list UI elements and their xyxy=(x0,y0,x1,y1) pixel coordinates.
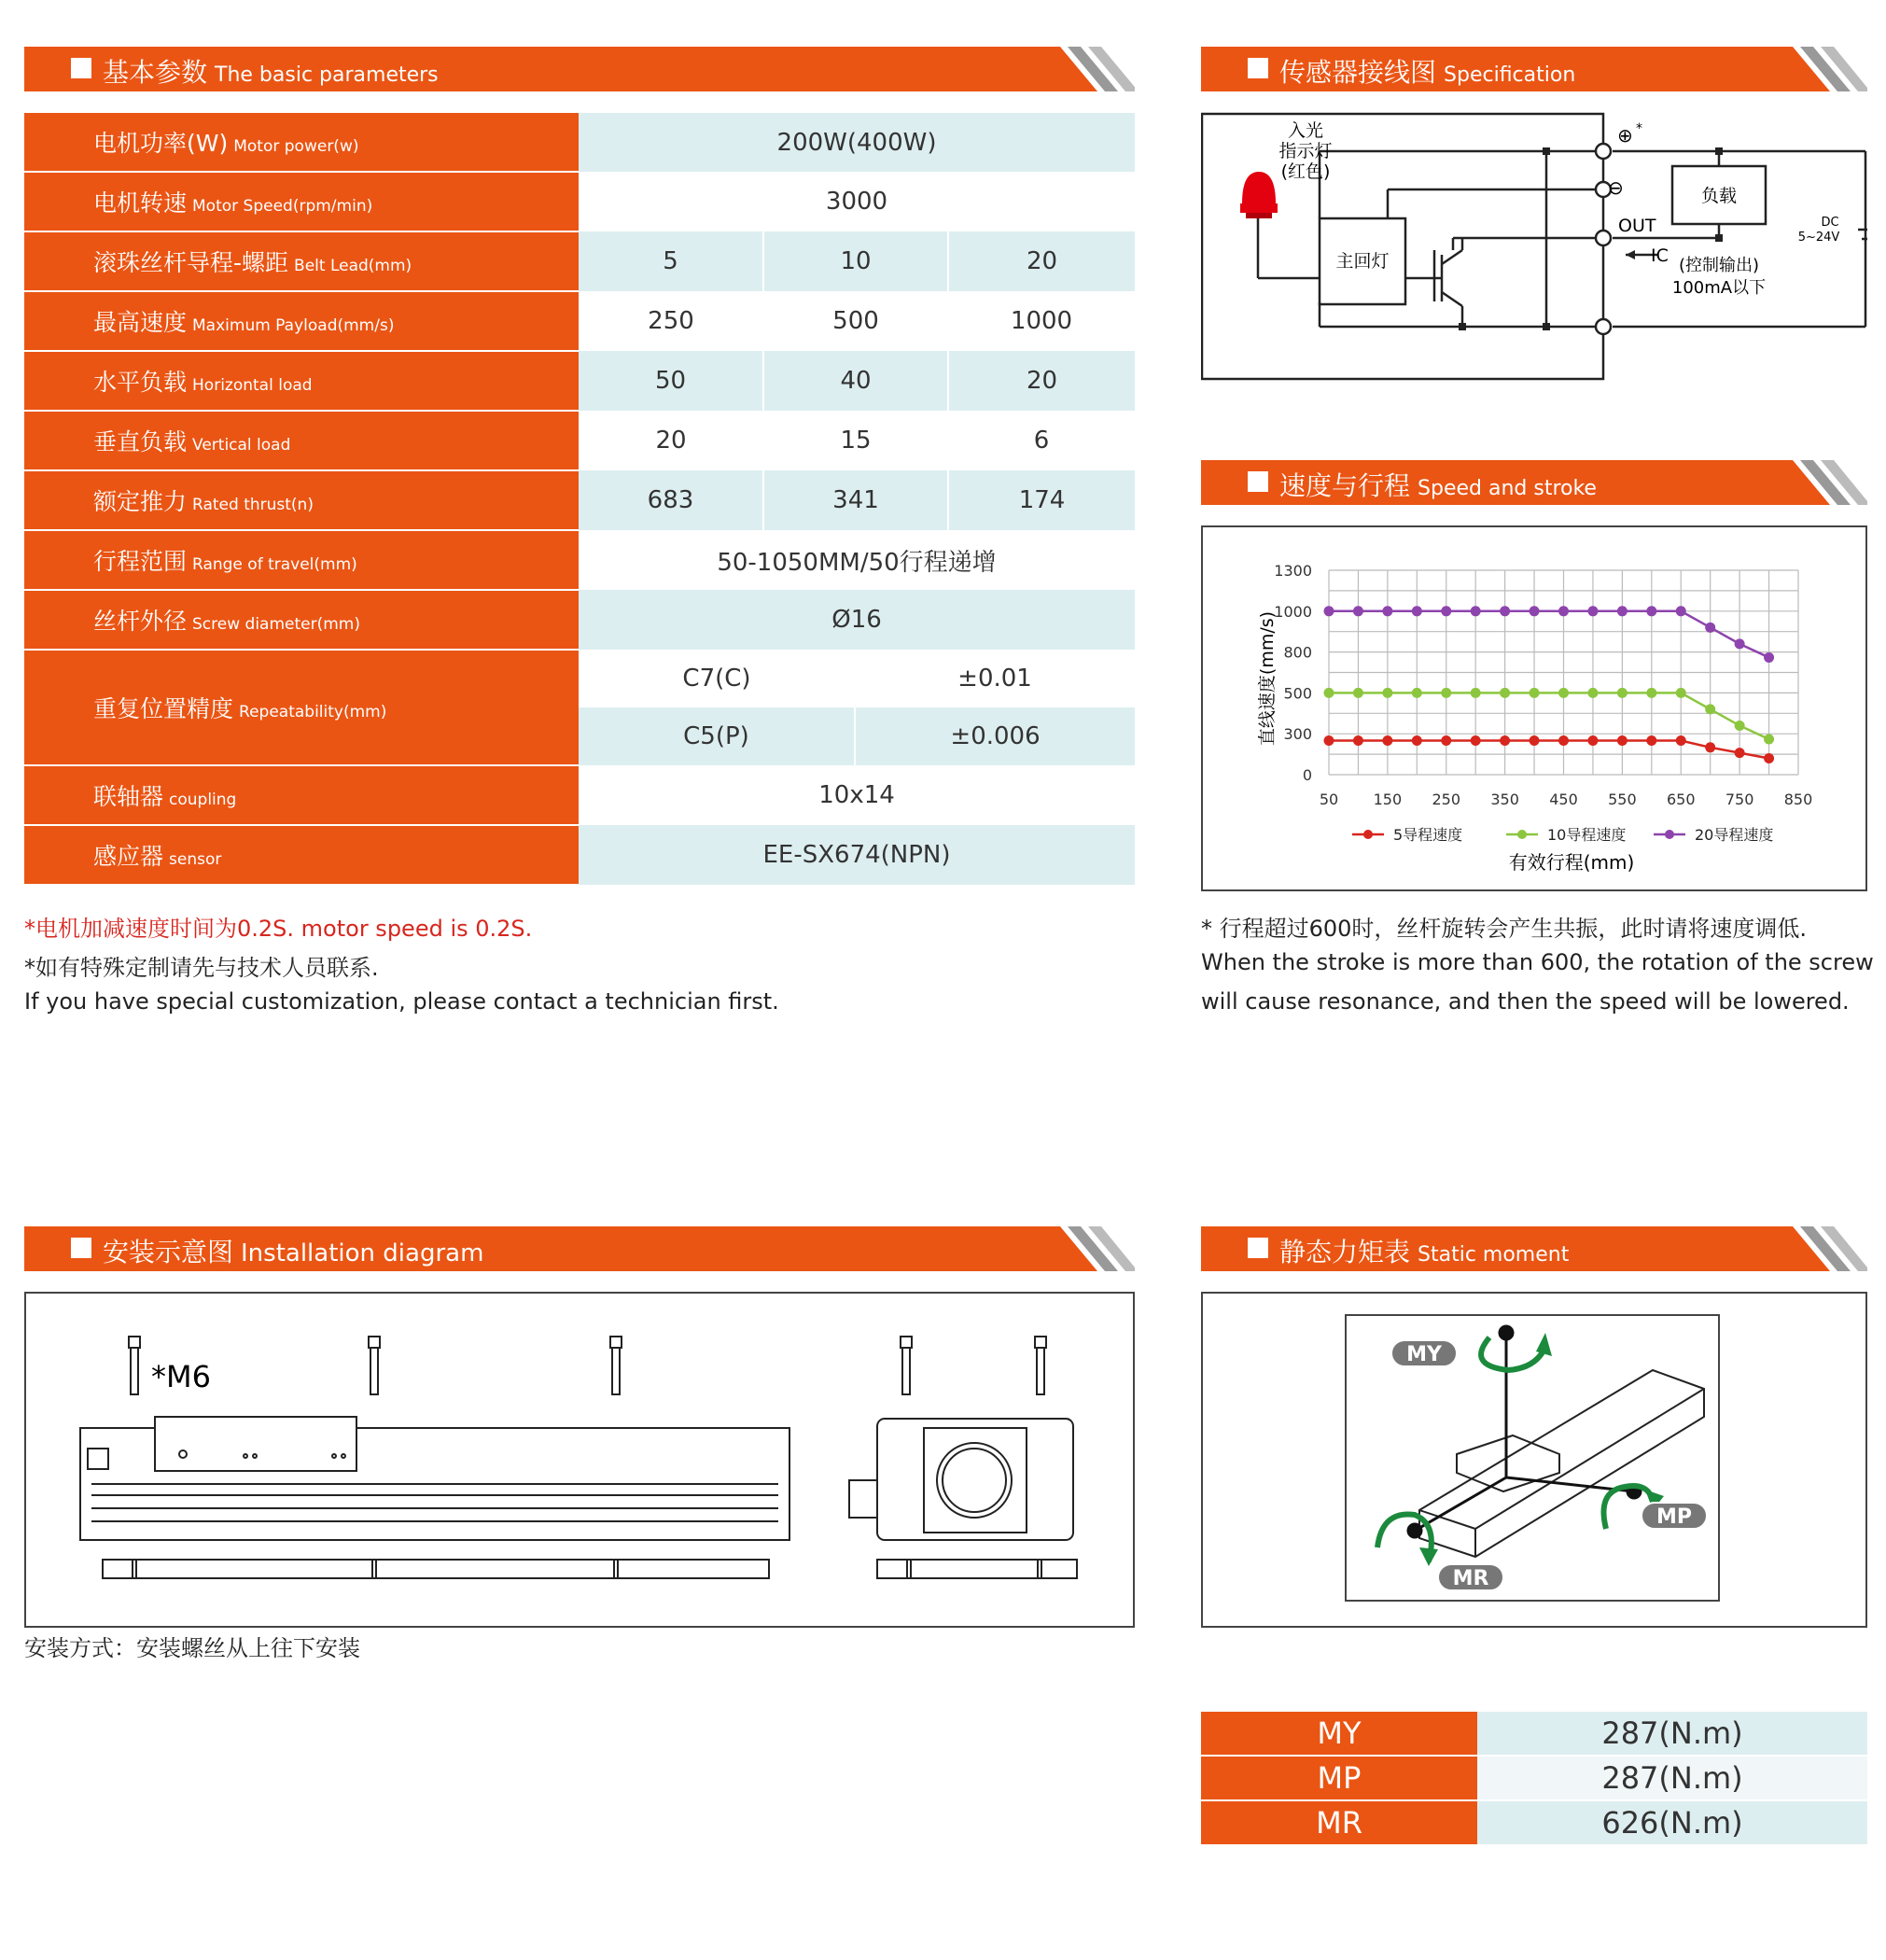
series-line xyxy=(1329,741,1769,759)
header-speed xyxy=(1201,460,1867,505)
note-resonance-cn: * 行程超过600时，丝杆旋转会产生共振，此时请将速度调低. xyxy=(1201,916,1808,942)
moment-row xyxy=(1201,1800,1867,1845)
data-point xyxy=(1471,688,1481,698)
moment-diagram xyxy=(1345,1314,1722,1603)
terminal-minus xyxy=(1596,319,1611,334)
svg-text:MP: MP xyxy=(1655,1505,1693,1529)
data-point xyxy=(1530,606,1540,616)
param-value: 6 xyxy=(1033,427,1050,455)
data-point xyxy=(1617,606,1628,616)
param-row xyxy=(24,470,1135,530)
param-row xyxy=(24,231,1135,291)
speed-chart xyxy=(1203,527,1865,889)
header-install xyxy=(24,1226,1135,1271)
header-square-icon xyxy=(71,58,91,78)
param-label: 重复位置精度 Repeatability(mm) xyxy=(24,650,579,765)
install-note: 安装方式：安装螺丝从上往下安装 xyxy=(24,1635,360,1661)
header-square-icon xyxy=(1248,58,1268,78)
data-point xyxy=(1676,606,1686,616)
y-tick-label: 1000 xyxy=(1274,602,1312,621)
ic-label: IC xyxy=(1651,245,1669,266)
param-value: 341 xyxy=(763,470,948,530)
x-axis-ticks xyxy=(1320,791,1812,808)
data-point xyxy=(1705,704,1715,714)
param-value: C5(P) xyxy=(579,707,855,765)
param-value: 683 xyxy=(579,470,763,530)
y-tick-label: 300 xyxy=(1283,725,1312,744)
moment-value: 626(N.m) xyxy=(1477,1800,1867,1845)
param-label: 额定推力 Rated thrust(n) xyxy=(24,470,579,530)
param-row xyxy=(24,351,1135,411)
x-tick-label: 750 xyxy=(1725,791,1754,808)
main-circuit-label: 主回灯 xyxy=(1335,251,1390,272)
data-point xyxy=(1558,735,1569,746)
data-point xyxy=(1500,735,1510,746)
note-resonance-en-1: When the stroke is more than 600, the rotation of the screw xyxy=(1201,949,1874,975)
moment-table xyxy=(1201,1712,1867,1846)
label-mr xyxy=(1438,1564,1503,1590)
data-point xyxy=(1324,735,1334,746)
moment-key: MR xyxy=(1201,1800,1477,1845)
header-square-icon xyxy=(1248,1238,1268,1258)
param-value: 20 xyxy=(948,231,1135,291)
bolt-icon xyxy=(901,1337,912,1394)
bolt-icon xyxy=(610,1337,622,1394)
indicator-label-3: (红色) xyxy=(1280,161,1331,182)
data-point xyxy=(1705,742,1715,752)
note-accel: *电机加减速度时间为0.2S. motor speed is 0.2S. xyxy=(24,916,533,942)
param-row xyxy=(24,172,1135,231)
data-point xyxy=(1353,688,1363,698)
data-point xyxy=(1441,606,1451,616)
data-point xyxy=(1353,735,1363,746)
param-value: 40 xyxy=(763,351,948,411)
svg-text:20导程速度: 20导程速度 xyxy=(1695,826,1774,844)
moment-row xyxy=(1201,1756,1867,1800)
header-basic xyxy=(24,47,1135,91)
legend-item xyxy=(1352,826,1462,844)
moment-value: 287(N.m) xyxy=(1477,1712,1867,1756)
param-value: 250 xyxy=(648,307,694,335)
data-point xyxy=(1382,688,1392,698)
x-tick-label: 350 xyxy=(1490,791,1519,808)
param-label: 最高速度 Maximum Payload(mm/s) xyxy=(24,291,579,351)
param-row xyxy=(24,530,1135,590)
x-tick-label: 650 xyxy=(1666,791,1696,808)
param-value: ±0.006 xyxy=(855,707,1135,765)
param-value: 15 xyxy=(840,427,872,455)
header-title: 基本参数 The basic parameters xyxy=(103,57,439,88)
param-row xyxy=(24,291,1135,351)
data-point xyxy=(1587,606,1598,616)
param-value: EE-SX674(NPN) xyxy=(579,825,1135,885)
y-tick-label: 800 xyxy=(1283,643,1312,662)
header-square-icon xyxy=(1248,471,1268,492)
load-label: 负载 xyxy=(1700,186,1738,206)
data-point xyxy=(1441,735,1451,746)
param-value: ±0.01 xyxy=(957,665,1032,693)
param-value: 20 xyxy=(948,351,1135,411)
data-point xyxy=(1412,688,1422,698)
svg-text:MR: MR xyxy=(1452,1567,1489,1590)
param-label: 感应器 sensor xyxy=(24,825,579,885)
param-label: 垂直负载 Vertical load xyxy=(24,411,579,470)
chart-legend xyxy=(1352,826,1773,844)
minus-icon: ⊖ xyxy=(1608,176,1624,199)
parameter-table xyxy=(24,113,1135,886)
y-axis-ticks xyxy=(1274,562,1312,784)
data-point xyxy=(1617,688,1628,698)
terminal-out xyxy=(1596,231,1611,245)
data-point xyxy=(1412,735,1422,746)
param-row xyxy=(24,650,1135,707)
dc-voltage-label: 5~24V xyxy=(1797,231,1840,245)
plus-icon: ⊕ xyxy=(1617,124,1633,147)
param-value: 1000 xyxy=(1010,307,1073,335)
data-point xyxy=(1764,735,1774,745)
param-value: Ø16 xyxy=(579,590,1135,650)
param-label: 联轴器 coupling xyxy=(24,765,579,825)
param-value: C7(C) xyxy=(682,665,751,693)
data-point xyxy=(1646,606,1656,616)
data-point xyxy=(1587,735,1598,746)
label-mp xyxy=(1642,1503,1707,1529)
param-row xyxy=(24,113,1135,172)
data-point xyxy=(1471,735,1481,746)
bolt-label: *M6 xyxy=(151,1359,211,1394)
wiring-diagram xyxy=(1201,110,1867,390)
x-tick-label: 250 xyxy=(1432,791,1461,808)
param-label: 水平负载 Horizontal load xyxy=(24,351,579,411)
note-resonance-en-2: will cause resonance, and then the speed will be lowered. xyxy=(1201,988,1850,1015)
y-tick-label: 0 xyxy=(1302,766,1312,784)
note-custom-cn: *如有特殊定制请先与技术人员联系. xyxy=(24,955,379,981)
data-point xyxy=(1676,688,1686,698)
data-point xyxy=(1324,606,1334,616)
param-label: 行程范围 Range of travel(mm) xyxy=(24,530,579,590)
data-point xyxy=(1676,735,1686,746)
param-value: 50 xyxy=(579,351,763,411)
actuator-side-view xyxy=(80,1417,789,1578)
param-value: 174 xyxy=(948,470,1135,530)
header-square-icon xyxy=(71,1238,91,1258)
data-point xyxy=(1764,753,1774,763)
moment-key: MP xyxy=(1201,1756,1477,1800)
param-value: 3000 xyxy=(825,188,888,216)
x-tick-label: 550 xyxy=(1608,791,1637,808)
data-point xyxy=(1500,606,1510,616)
header-title: 安装示意图 Installation diagram xyxy=(103,1237,484,1267)
x-tick-label: 150 xyxy=(1373,791,1403,808)
data-point xyxy=(1530,735,1540,746)
data-point xyxy=(1412,606,1422,616)
svg-text:5导程速度: 5导程速度 xyxy=(1393,826,1463,844)
svg-text:MY: MY xyxy=(1406,1343,1442,1366)
legend-item xyxy=(1654,826,1773,844)
install-diagram xyxy=(26,1294,1133,1626)
x-tick-label: 850 xyxy=(1783,791,1813,808)
param-value: 50-1050MM/50行程递增 xyxy=(717,548,997,577)
data-point xyxy=(1530,688,1540,698)
param-value: 200W(400W) xyxy=(579,113,1135,172)
bolt-icon xyxy=(1035,1337,1046,1394)
y-axis-label: 直线速度(mm/s) xyxy=(1257,610,1278,747)
x-tick-label: 450 xyxy=(1549,791,1578,808)
data-point xyxy=(1646,688,1656,698)
data-point xyxy=(1646,735,1656,746)
data-point xyxy=(1764,652,1774,663)
data-point xyxy=(1441,688,1451,698)
param-value: 5 xyxy=(579,231,763,291)
header-title: 速度与行程 Speed and stroke xyxy=(1279,470,1597,501)
dc-label: DC xyxy=(1821,216,1839,230)
data-point xyxy=(1324,688,1334,698)
param-row xyxy=(24,411,1135,470)
header-title: 静态力矩表 Static moment xyxy=(1279,1237,1570,1267)
data-point xyxy=(1500,688,1510,698)
param-label: 丝杆外径 Screw diameter(mm) xyxy=(24,590,579,650)
legend-item xyxy=(1506,826,1626,844)
y-tick-label: 500 xyxy=(1283,684,1312,703)
data-point xyxy=(1382,606,1392,616)
indicator-lamp-icon xyxy=(1240,172,1278,218)
param-row xyxy=(24,765,1135,825)
terminal-plus xyxy=(1596,144,1611,159)
data-point xyxy=(1587,688,1598,698)
data-point xyxy=(1735,638,1745,649)
header-moment xyxy=(1201,1226,1867,1271)
actuator-end-view xyxy=(849,1419,1077,1578)
param-row xyxy=(24,590,1135,650)
indicator-label-2: 指示灯 xyxy=(1278,141,1333,161)
data-point xyxy=(1705,623,1715,633)
svg-text:10导程速度: 10导程速度 xyxy=(1547,826,1627,844)
label-my xyxy=(1391,1340,1457,1366)
data-point xyxy=(1382,735,1392,746)
indicator-label-1: 入光 xyxy=(1287,120,1324,141)
data-point xyxy=(1353,606,1363,616)
control-label-2: 100mA以下 xyxy=(1671,278,1767,298)
control-label-1: (控制输出) xyxy=(1678,256,1760,275)
param-row xyxy=(24,825,1135,885)
moment-key: MY xyxy=(1201,1712,1477,1756)
bolt-icon xyxy=(129,1337,140,1394)
chart-series xyxy=(1324,606,1775,763)
series-line xyxy=(1329,611,1769,658)
moment-row xyxy=(1201,1712,1867,1756)
data-point xyxy=(1558,606,1569,616)
note-custom-en: If you have special customization, please contact a technician first. xyxy=(24,988,779,1015)
moment-value: 287(N.m) xyxy=(1477,1756,1867,1800)
x-tick-label: 50 xyxy=(1319,791,1339,808)
star-mark: * xyxy=(1636,121,1642,136)
data-point xyxy=(1471,606,1481,616)
param-value: 20 xyxy=(655,427,687,455)
param-value: 500 xyxy=(832,307,879,335)
arrow-icon xyxy=(1626,250,1635,259)
y-tick-label: 1300 xyxy=(1274,562,1312,580)
param-label: 电机功率(W) Motor power(w) xyxy=(24,113,579,172)
data-point xyxy=(1735,748,1745,758)
out-label: OUT xyxy=(1618,216,1656,236)
series-line xyxy=(1329,693,1769,739)
data-point xyxy=(1558,688,1569,698)
data-point xyxy=(1735,721,1745,731)
param-value: 10 xyxy=(763,231,948,291)
header-sensor xyxy=(1201,47,1867,91)
bolt-icon xyxy=(369,1337,380,1394)
param-value: 10x14 xyxy=(818,781,895,809)
param-label: 滚珠丝杆导程-螺距 Belt Lead(mm) xyxy=(24,231,579,291)
header-title: 传感器接线图 Specification xyxy=(1279,57,1576,88)
data-point xyxy=(1617,735,1628,746)
param-label: 电机转速 Motor Speed(rpm/min) xyxy=(24,172,579,231)
x-axis-label: 有效行程(mm) xyxy=(1508,851,1635,874)
